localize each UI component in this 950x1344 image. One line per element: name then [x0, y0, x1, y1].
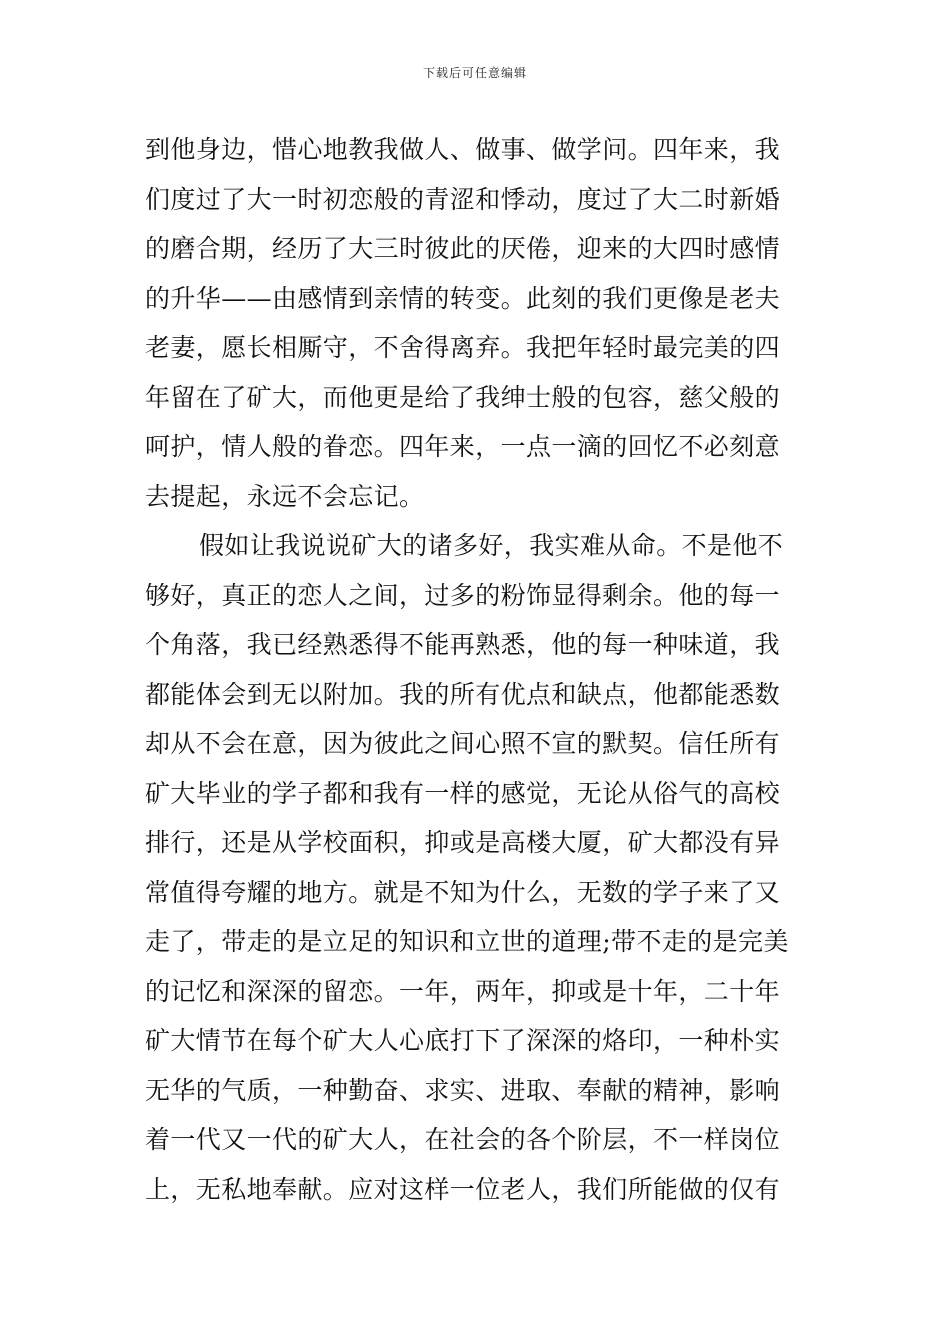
paragraph-line: 却从不会在意，因为彼此之间心照不宣的默契。信任所有	[145, 729, 781, 758]
paragraph-line: 呵护，情人般的眷恋。四年来，一点一滴的回忆不必刻意	[145, 432, 781, 461]
paragraph-line: 常值得夸耀的地方。就是不知为什么，无数的学子来了又	[145, 877, 781, 907]
paragraph-line: 都能体会到无以附加。我的所有优点和缺点，他都能悉数	[145, 679, 781, 709]
paragraph-line: 上，无私地奉献。应对这样一位老人，我们所能做的仅有	[145, 1174, 781, 1204]
paragraph-line: 个角落，我已经熟悉得不能再熟悉，他的每一种味道，我	[145, 630, 781, 659]
paragraph-line: 走了，带走的是立足的知识和立世的道理;带不走的是完美	[145, 927, 789, 956]
paragraph-line: 的升华——由感情到亲情的转变。此刻的我们更像是老夫	[145, 283, 781, 313]
paragraph-line: 矿大毕业的学子都和我有一样的感觉，无论从俗气的高校	[145, 778, 781, 808]
paragraph-1	[145, 132, 807, 528]
paragraph-line: 够好，真正的恋人之间，过多的粉饰显得剩余。他的每一	[145, 580, 781, 610]
paragraph-line: 矿大情节在每个矿大人心底打下了深深的烙印，一种朴实	[145, 1026, 781, 1055]
paragraph-line: 着一代又一代的矿大人，在社会的各个阶层，不一样岗位	[145, 1125, 781, 1154]
paragraph-line: 假如让我说说矿大的诸多好，我实难从命。不是他不	[199, 531, 784, 560]
paragraph-2	[145, 528, 807, 1221]
paragraph-line: 去提起，永远不会忘记。	[145, 481, 425, 511]
paragraph-line: 老妻，愿长相厮守，不舍得离弃。我把年轻时最完美的四	[145, 333, 781, 362]
paragraph-line: 排行，还是从学校面积，抑或是高楼大厦，矿大都没有异	[145, 828, 781, 857]
document-body	[145, 132, 807, 1221]
paragraph-line: 无华的气质，一种勤奋、求实、进取、奉献的精神，影响	[145, 1075, 781, 1105]
paragraph-line: 到他身边，惜心地教我做人、做事、做学问。四年来，我	[145, 135, 781, 164]
paragraph-line: 的磨合期，经历了大三时彼此的厌倦，迎来的大四时感情	[145, 234, 781, 263]
paragraph-line: 年留在了矿大，而他更是给了我绅士般的包容，慈父般的	[145, 382, 781, 412]
page-header: 下载后可任意编辑	[422, 66, 527, 80]
paragraph-line: 们度过了大一时初恋般的青涩和悸动，度过了大二时新婚	[145, 184, 781, 214]
paragraph-line: 的记忆和深深的留恋。一年，两年，抑或是十年，二十年	[145, 976, 781, 1006]
